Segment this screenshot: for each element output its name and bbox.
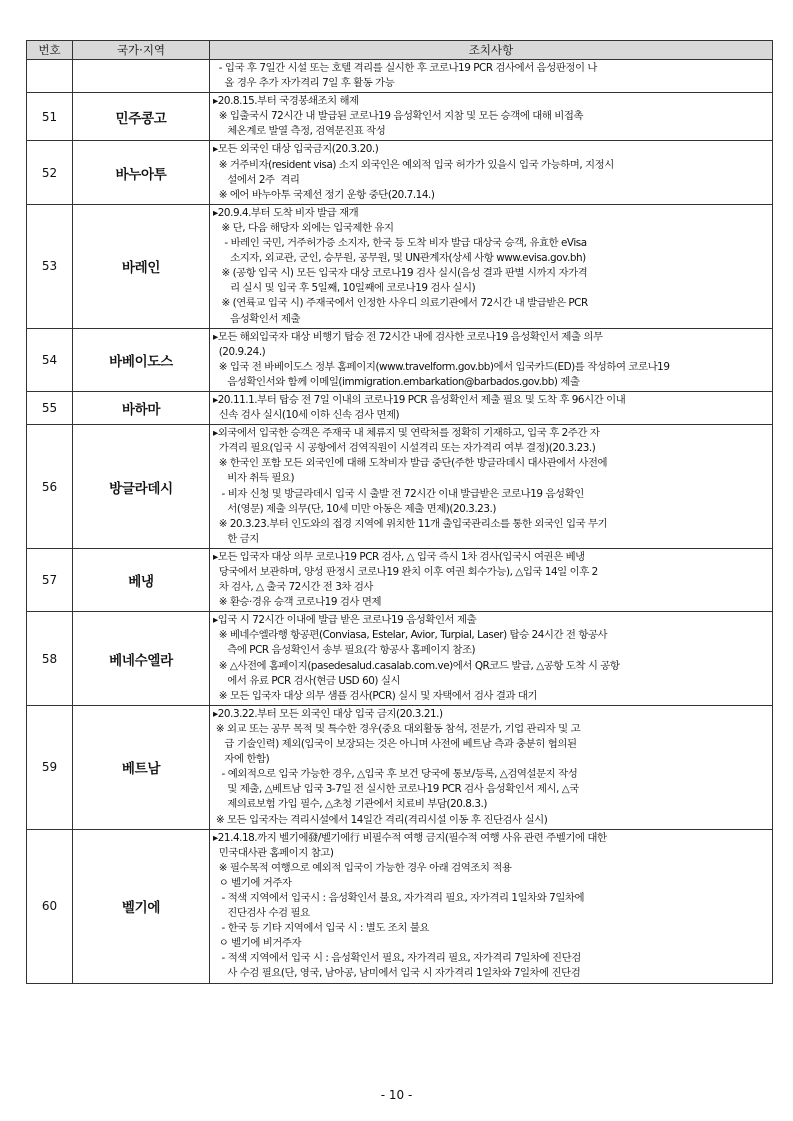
measure-line: 리 실시 및 입국 후 5일째, 10일째에 코로나19 검사 실시) <box>213 282 476 295</box>
entry-measures-table <box>26 40 773 984</box>
document-page <box>26 40 772 984</box>
country-name: 민주콩고 <box>73 93 210 141</box>
measure-line: - 비자 신청 및 방글라데시 입국 시 출발 전 72시간 이내 발급받은 코로나19 음성확인 <box>213 487 584 500</box>
measure-line: ※ 외교 또는 공무 목적 및 특수한 경우(중요 대외활동 참석, 전문가, 기업 관리자 및 고 <box>213 722 581 735</box>
measure-line: 설에서 2주 격리 <box>213 173 300 186</box>
row-number: 55 <box>27 391 73 424</box>
measure-line: ※ 거주비자(resident visa) 소지 외국인은 예외적 입국 허가가 있을시 입국 가능하며, 지정시 <box>213 158 614 171</box>
page-number: - 10 - <box>380 1088 413 1102</box>
row-number: 56 <box>27 425 73 549</box>
measure-line: 민국대사관 홈페이지 참고) <box>213 846 334 859</box>
measure-line: ※ (공항 입국 시) 모든 입국자 대상 코로나19 검사 실시(음성 결과 판별 시까지 자가격 <box>213 267 588 280</box>
table-header-row <box>27 41 773 60</box>
measures-cell <box>210 204 773 328</box>
table-row <box>27 141 773 204</box>
measure-line: ※ 에어 바누아투 국제선 정기 운항 중단(20.7.14.) <box>213 188 435 201</box>
measure-line: 소지자, 외교관, 군인, 승무원, 공무원, 및 UN관계자(상세 사항 www.evisa.gov.bh) <box>213 252 586 265</box>
country-name: 베냉 <box>73 548 210 611</box>
measure-line: 에서 유료 PCR 검사(현금 USD 60) 실시 <box>213 674 401 687</box>
row-number: 54 <box>27 328 73 391</box>
table-row <box>27 705 773 829</box>
measures-cell <box>210 141 773 204</box>
measure-line: 비자 취득 필요) <box>213 472 295 485</box>
measure-line: ※ 한국인 포함 모든 외국인에 대해 도착비자 발급 중단(주한 방글라데시 대사관에서 사전에 <box>213 457 608 470</box>
row-number: 59 <box>27 705 73 829</box>
measure-line: 신속 검사 실시(10세 이하 신속 검사 면제) <box>213 409 400 422</box>
table-row <box>27 829 773 983</box>
measure-line: 가격리 필요(입국 시 공항에서 검역직원이 시설격리 또는 자가격리 여부 결정)(20.3.23.) <box>213 442 596 455</box>
measure-line: ※ 모든 입국자 대상 의무 샘플 검사(PCR) 실시 및 자택에서 검사 결과 대기 <box>213 689 538 702</box>
measure-line: ※ 필수목적 여행으로 예외적 입국이 가능한 경우 아래 검역조치 적용 <box>213 861 512 874</box>
row-number: 60 <box>27 829 73 983</box>
row-number: 57 <box>27 548 73 611</box>
measure-line: 차 검사, △ 출국 72시간 전 3차 검사 <box>213 581 374 594</box>
measure-line: - 입국 후 7일간 시설 또는 호텔 격리를 실시한 후 코로나19 PCR 검사에서 음성판정이 나 <box>213 62 598 74</box>
measure-line: ▸모든 외국인 대상 입국금지(20.3.20.) <box>213 143 379 156</box>
measure-line: ※ 베네수엘라행 항공편(Conviasa, Estelar, Avior, Turpial, Laser) 탑승 24시간 전 항공사 <box>213 629 608 642</box>
measure-line: (20.9.24.) <box>213 345 266 358</box>
measures-cell <box>210 548 773 611</box>
country-name: 바레인 <box>73 204 210 328</box>
measure-line: 급 기술인력) 제외(입국이 보장되는 것은 아니며 사전에 베트남 측과 충분히 협의된 <box>213 738 577 751</box>
row-number: 53 <box>27 204 73 328</box>
measure-line: ※ 입출국시 72시간 내 발급된 코로나19 음성확인서 지참 및 모든 승객에 대해 비접촉 <box>213 110 584 123</box>
measure-line: ▸외국에서 입국한 승객은 주재국 내 체류지 및 연락처를 정확히 기재하고, 입국 후 2주간 자 <box>213 427 600 440</box>
header-number: 번호 <box>27 41 73 60</box>
measure-line: 진단검사 수검 필요 <box>213 907 310 920</box>
measure-line: 음성확인서 제출 <box>213 312 301 325</box>
measure-line: - 한국 등 기타 지역에서 입국 시 : 별도 조치 불요 <box>213 922 430 935</box>
country-name: 바하마 <box>73 391 210 424</box>
measure-line: ※ 환승·경유 승객 코로나19 검사 면제 <box>213 596 382 609</box>
measure-line: ▸20.9.4.부터 도착 비자 발급 재개 <box>213 206 359 219</box>
measure-line: 올 경우 추가 자가격리 7일 후 활동 가능 <box>213 77 395 90</box>
measure-line: 제의료보험 가입 필수, △초청 기관에서 치료비 부담(20.8.3.) <box>213 798 487 811</box>
measure-line: 한 금지 <box>213 532 259 545</box>
measures-cell <box>210 391 773 424</box>
country-name: 베네수엘라 <box>73 612 210 706</box>
measure-line: ▸20.8.15.부터 국경봉쇄조치 해제 <box>213 95 359 108</box>
measure-line: ▸입국 시 72시간 이내에 발급 받은 코로나19 음성확인서 제출 <box>213 614 477 627</box>
measure-line: 및 제출, △베트남 입국 3-7일 전 실시한 코로나19 PCR 검사 음성확인서 제시, △국 <box>213 783 579 796</box>
measure-line: - 적색 지역에서 입국시 : 음성확인서 불요, 자가격리 필요, 자가격리 1일차와 7일차에 <box>213 891 585 904</box>
row-number: 52 <box>27 141 73 204</box>
header-measures: 조치사항 <box>210 41 773 60</box>
table-row <box>27 328 773 391</box>
country-name: 베트남 <box>73 705 210 829</box>
header-country: 국가·지역 <box>73 41 210 60</box>
measure-line: - 적색 지역에서 입국 시 : 음성확인서 필요, 자가격리 필요, 자가격리 7일차에 진단검 <box>213 952 581 965</box>
table-row <box>27 204 773 328</box>
row-number: 51 <box>27 93 73 141</box>
measure-line: ※ 단, 다음 해당자 외에는 입국제한 유지 <box>213 221 394 234</box>
country-name: 바베이도스 <box>73 328 210 391</box>
table-row <box>27 391 773 424</box>
country-name: 벨기에 <box>73 829 210 983</box>
measures-cell <box>210 705 773 829</box>
measures-cell <box>210 93 773 141</box>
measure-line: ▸20.3.22.부터 모든 외국인 대상 입국 금지(20.3.21.) <box>213 707 443 720</box>
measure-line: ▸21.4.18.까지 벨기에發/벨기에行 비필수적 여행 금지(필수적 여행 사유 관련 주벨기에 대한 <box>213 831 607 844</box>
measure-line: 당국에서 보관하며, 양성 판정시 코로나19 완치 이후 여권 회수가능), △입국 14일 이후 2 <box>213 566 598 578</box>
measure-line: ▸모든 해외입국자 대상 비행기 탑승 전 72시간 내에 검사한 코로나19 음성확인서 제출 의무 <box>213 330 603 343</box>
measure-line: ※ 20.3.23.부터 인도와의 접경 지역에 위치한 11개 출입국관리소를 통한 외국인 입국 무기 <box>213 517 608 530</box>
row-number <box>27 60 73 93</box>
measure-line: 자에 한함) <box>213 753 270 766</box>
measure-line: ㅇ 벨기에 거주자 <box>213 876 292 889</box>
table-row <box>27 425 773 549</box>
row-number: 58 <box>27 612 73 706</box>
country-name <box>73 60 210 93</box>
measures-cell <box>210 328 773 391</box>
table-row <box>27 60 773 93</box>
measure-line: ※ 모든 입국자는 격리시설에서 14일간 격리(격리시설 이동 후 진단검사 실시) <box>213 813 548 826</box>
measures-cell <box>210 612 773 706</box>
measure-line: ※ 입국 전 바베이도스 정부 홈페이지(www.travelform.gov.bb)에서 입국카드(ED)를 작성하여 코로나19 <box>213 360 670 373</box>
country-name: 바누아투 <box>73 141 210 204</box>
measure-line: - 예외적으로 입국 가능한 경우, △입국 후 보건 당국에 통보/등록, △검역설문지 작성 <box>213 768 578 781</box>
measure-line: 측에 PCR 음성확인서 송부 필요(각 항공사 홈페이지 참조) <box>213 644 476 657</box>
measure-line: - 바레인 국민, 거주허가증 소지자, 한국 등 도착 비자 발급 대상국 승객, 유효한 eVisa <box>213 237 587 250</box>
measures-cell <box>210 425 773 549</box>
measure-line: ▸20.11.1.부터 탑승 전 7일 이내의 코로나19 PCR 음성확인서 제출 필요 및 도착 후 96시간 이내 <box>213 393 626 406</box>
table-row <box>27 93 773 141</box>
measure-line: ※ △사전에 홈페이지(pasedesalud.casalab.com.ve)에서 QR코드 발급, △공항 도착 시 공항 <box>213 659 620 672</box>
measure-line: 사 수검 필요(단, 영국, 남아공, 남미에서 입국 시 자가격리 1일차와 7일차에 진단검 <box>213 967 581 980</box>
measure-line: 체온계로 발열 측정, 검역문진표 작성 <box>213 125 386 138</box>
country-name: 방글라데시 <box>73 425 210 549</box>
measure-line: ㅇ 벨기에 비거주자 <box>213 937 302 950</box>
measures-cell <box>210 829 773 983</box>
table-row <box>27 612 773 706</box>
measure-line: 서(영문) 제출 의무(단, 10세 미만 아동은 제출 면제)(20.3.23.) <box>213 502 496 515</box>
measure-line: ※ (연륙교 입국 시) 주재국에서 인정한 사우디 의료기관에서 72시간 내 발급받은 PCR <box>213 297 588 310</box>
table-row <box>27 548 773 611</box>
measure-line: 음성확인서와 함께 이메일(immigration.embarkation@barbados.gov.bb) 제출 <box>213 375 580 388</box>
measure-line: ▸모든 입국자 대상 의무 코로나19 PCR 검사, △ 입국 즉시 1차 검사(입국시 여권은 베냉 <box>213 550 585 563</box>
measures-cell <box>210 60 773 93</box>
